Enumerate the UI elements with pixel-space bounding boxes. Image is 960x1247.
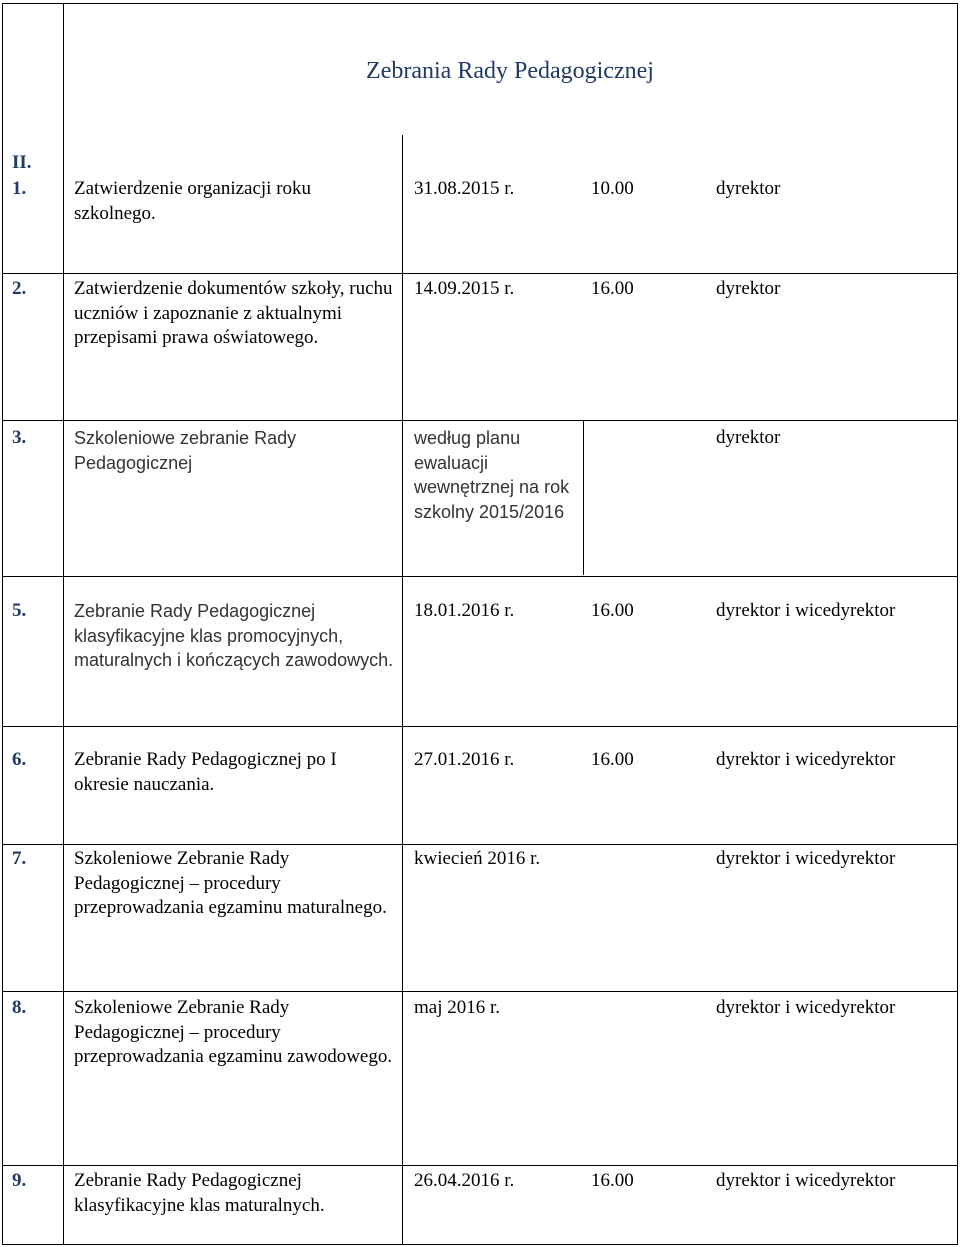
row-divider — [2, 576, 958, 577]
row-divider — [2, 1165, 958, 1166]
row-divider — [2, 991, 958, 992]
meeting-topic: Szkoleniowe zebranie Rady Pedagogicznej — [74, 428, 297, 473]
table-border-bottom — [2, 1244, 958, 1245]
meeting-topic: Zebranie Rady Pedagogicznej klasyfikacyjne klas promocyjnych, maturalnych i kończących zawodowych. — [74, 601, 394, 670]
table-border-right — [957, 3, 958, 1245]
responsible-person: dyrektor i wicedyrektor — [716, 600, 896, 621]
responsible-person: dyrektor i wicedyrektor — [716, 1170, 896, 1191]
responsible-person: dyrektor i wicedyrektor — [716, 749, 896, 770]
meeting-date: 31.08.2015 r. — [414, 178, 515, 199]
meeting-date: 14.09.2015 r. — [414, 278, 515, 299]
meeting-topic: Szkoleniowe Zebranie Rady Pedagogicznej – procedury przeprowadzania egzaminu zawodowego. — [74, 997, 393, 1067]
row-number: 6. — [12, 749, 27, 770]
meeting-time: 10.00 — [591, 178, 634, 199]
responsible-person: dyrektor i wicedyrektor — [716, 997, 896, 1018]
row-number: 8. — [12, 997, 27, 1018]
table-border-col3 — [583, 420, 584, 575]
meeting-topic: Zatwierdzenie dokumentów szkoły, ruchu uczniów i zapoznanie z aktualnymi przepisami prawa oświatowego. — [74, 278, 393, 348]
row-number: 7. — [12, 848, 27, 869]
page-title: Zebrania Rady Pedagogicznej — [366, 58, 654, 84]
row-number: 5. — [12, 600, 27, 621]
meeting-date: maj 2016 r. — [414, 997, 501, 1018]
meeting-topic: Zatwierdzenie organizacji roku szkolnego. — [74, 178, 312, 224]
meeting-time: 16.00 — [591, 278, 634, 299]
responsible-person: dyrektor — [716, 178, 781, 199]
meeting-time: 16.00 — [591, 1170, 634, 1191]
row-divider — [2, 273, 958, 274]
table-border-col1 — [63, 3, 64, 1245]
row-number: 9. — [12, 1170, 27, 1191]
meeting-date: 26.04.2016 r. — [414, 1170, 515, 1191]
meeting-topic: Zebranie Rady Pedagogicznej po I okresie nauczania. — [74, 749, 337, 795]
meeting-time: 16.00 — [591, 749, 634, 770]
meeting-date: kwiecień 2016 r. — [414, 848, 541, 869]
row-number: 1. — [12, 178, 27, 199]
meeting-date: 27.01.2016 r. — [414, 749, 515, 770]
row-number: 3. — [12, 427, 27, 448]
row-divider — [2, 420, 958, 421]
meeting-time: 16.00 — [591, 600, 634, 621]
meeting-date: 18.01.2016 r. — [414, 600, 515, 621]
meeting-date: według planu ewaluacji wewnętrznej na rok szkolny 2015/2016 — [414, 428, 570, 522]
table-border-left — [2, 3, 3, 1245]
table-border-top — [2, 3, 958, 4]
meeting-topic: Zebranie Rady Pedagogicznej klasyfikacyjne klas maturalnych. — [74, 1170, 325, 1216]
meeting-topic: Szkoleniowe Zebranie Rady Pedagogicznej – procedury przeprowadzania egzaminu maturalnego. — [74, 848, 387, 918]
responsible-person: dyrektor — [716, 427, 781, 448]
section-number: II. — [12, 152, 32, 173]
table-border-col2 — [402, 135, 403, 1245]
responsible-person: dyrektor i wicedyrektor — [716, 848, 896, 869]
row-divider — [2, 844, 958, 845]
row-number: 2. — [12, 278, 27, 299]
responsible-person: dyrektor — [716, 278, 781, 299]
row-divider — [2, 726, 958, 727]
